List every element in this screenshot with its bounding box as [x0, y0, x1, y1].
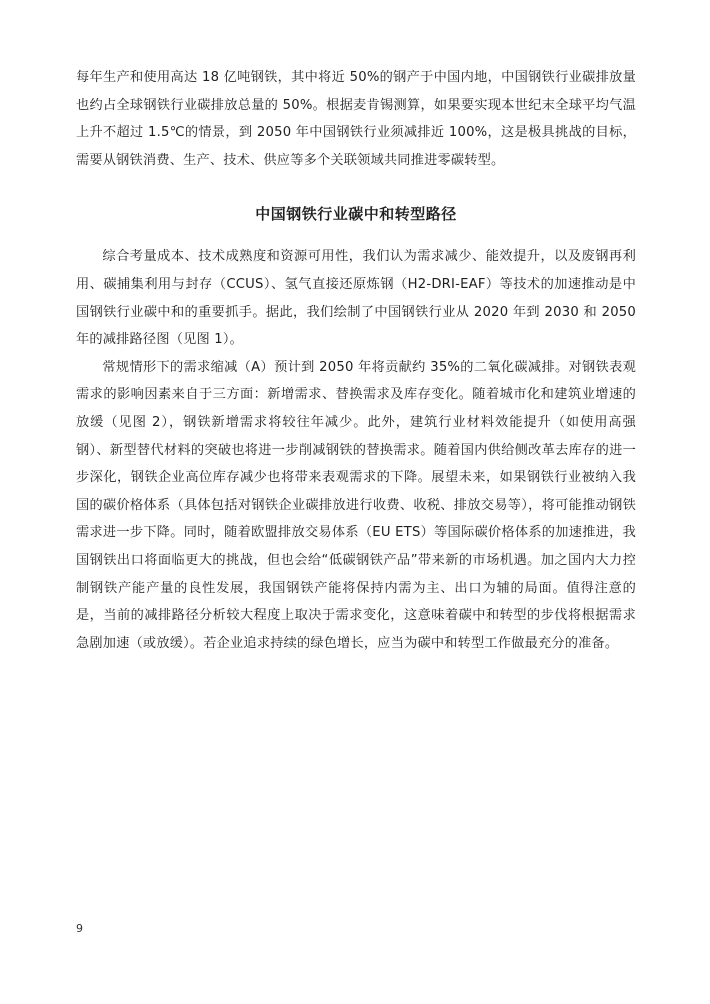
- page-number: 9: [76, 922, 83, 935]
- body-paragraph-2: 常规情形下的需求缩减（A）预计到 2050 年将贡献约 35%的二氧化碳减排。对钢铁表观需求的影响因素来自于三方面：新增需求、替换需求及库存变化。随着城市化和建筑业增速的放缓（见图 2），钢铁新增需求将较往年减少。此外，建筑行业材料效能提升（如使用高强钢）、新型替代材料的突破也将进一步削减钢铁的替换需求。随着国内供给侧改革去库存的进一步深化，钢铁企业高位库存减少也将带来表观需求的下降。展望未来，如果钢铁行业被纳入我国的碳价格体系（具体包括对钢铁企业碳排放进行收费、收税、排放交易等），将可能推动钢铁需求进一步下降。同时，随着欧盟排放交易体系（EU ETS）等国际碳价格体系的加速推进，我国钢铁出口将面临更大的挑战，但也会给“低碳钢铁产品”带来新的市场机遇。加之国内大力控制钢铁产能产量的良性发展，我国钢铁产能将保持内需为主、出口为辅的局面。值得注意的是，当前的减排路径分析较大程度上取决于需求变化，这意味着碳中和转型的步伐将根据需求急剧加速（或放缓）。若企业追求持续的绿色增长，应当为碳中和转型工作做最充分的准备。: [76, 359, 636, 651]
- body-paragraph-1: 综合考量成本、技术成熟度和资源可用性，我们认为需求减少、能效提升，以及废钢再利用、碳捕集利用与封存（CCUS）、氢气直接还原炼钢（H2-DRI-EAF）等技术的加速推动是中国钢铁行业碳中和的重要抓手。据此，我们绘制了中国钢铁行业从 2020 年到 2030 和 2050 年的减排路径图（见图 1）。: [76, 249, 636, 348]
- intro-paragraph: 每年生产和使用高达 18 亿吨钢铁，其中将近 50%的钢产于中国内地，中国钢铁行业碳排放量也约占全球钢铁行业碳排放总量的 50%。根据麦肯锡测算，如果要实现本世纪末全球平均气温上升不超过 1.5℃的情景，到 2050 年中国钢铁行业须减排近 100%，这是极具挑战的目标，需要从钢铁消费、生产、技术、供应等多个关联领域共同推进零碳转型。: [76, 70, 636, 168]
- page-content: [76, 64, 636, 657]
- section-heading: 中国钢铁行业碳中和转型路径: [255, 205, 457, 224]
